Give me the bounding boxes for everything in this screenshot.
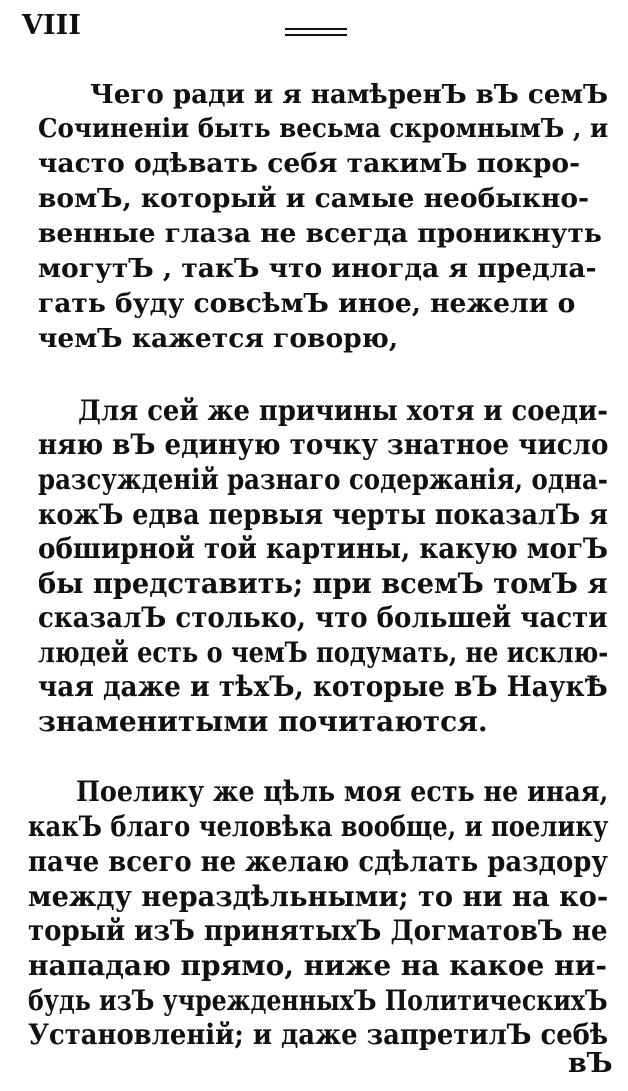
text-line: няю вЪ единую точку знатное число	[38, 428, 609, 461]
text-line: могутЪ , такЪ что иногда я предла-	[38, 253, 597, 284]
text-line: обширной той картины, какую могЪ	[38, 532, 609, 565]
text-line: сказалЪ столько, что большей части	[38, 601, 608, 634]
text-line: кожЪ едва первыя черты показалЪ я	[38, 498, 608, 531]
text-line: нападаю прямо, ниже на какое ни-	[28, 949, 607, 982]
catchword: вЪ	[568, 1048, 613, 1079]
header-rule	[285, 28, 347, 36]
text-line: паче всего не желаю сдѣлать раздору	[28, 845, 608, 878]
text-line: Для сей же причины хотя и соеди-	[78, 394, 608, 427]
text-line: между нераздѣльными; то ни на ко-	[28, 880, 609, 913]
text-line: венные глаза не всегда проникнуть	[38, 218, 602, 249]
text-line: чая даже и тѣхЪ, которые вЪ НаукѢ	[38, 670, 608, 703]
text-line: знаменитыми почитаются.	[38, 705, 488, 738]
text-line: Установленій; и даже запретилЪ себѣ	[28, 1018, 609, 1051]
text-line: гать буду совсѣмЪ иное, нежели о	[38, 288, 576, 319]
page-number: VIII	[22, 10, 81, 41]
text-line: Поелику же цѣль моя есть не иная,	[76, 775, 609, 808]
text-line: часто одѣвать себя такимЪ покро-	[38, 148, 581, 179]
text-line: разсужденій разнаго содержанія, одна-	[38, 463, 608, 496]
text-line: Сочиненіи быть весьма скромнымЪ , и	[38, 113, 609, 144]
text-line: вомЪ, который и самые необыкно-	[38, 183, 590, 214]
text-line: какЪ благо человѣка вообще, и поелику	[28, 810, 609, 843]
text-line: Чего ради и я намѣренЪ вЪ семЪ	[90, 79, 609, 110]
text-line: будь изЪ учрежденныхЪ ПолитическихЪ	[28, 984, 608, 1017]
text-line: чемЪ кажется говорю,	[38, 323, 399, 354]
text-line: людей есть о чемЪ подумать, не исклю-	[38, 636, 609, 669]
text-line: торый изЪ принятыхЪ ДогматовЪ не	[28, 914, 608, 947]
text-line: бы представить; при всемЪ томЪ я	[38, 567, 608, 600]
